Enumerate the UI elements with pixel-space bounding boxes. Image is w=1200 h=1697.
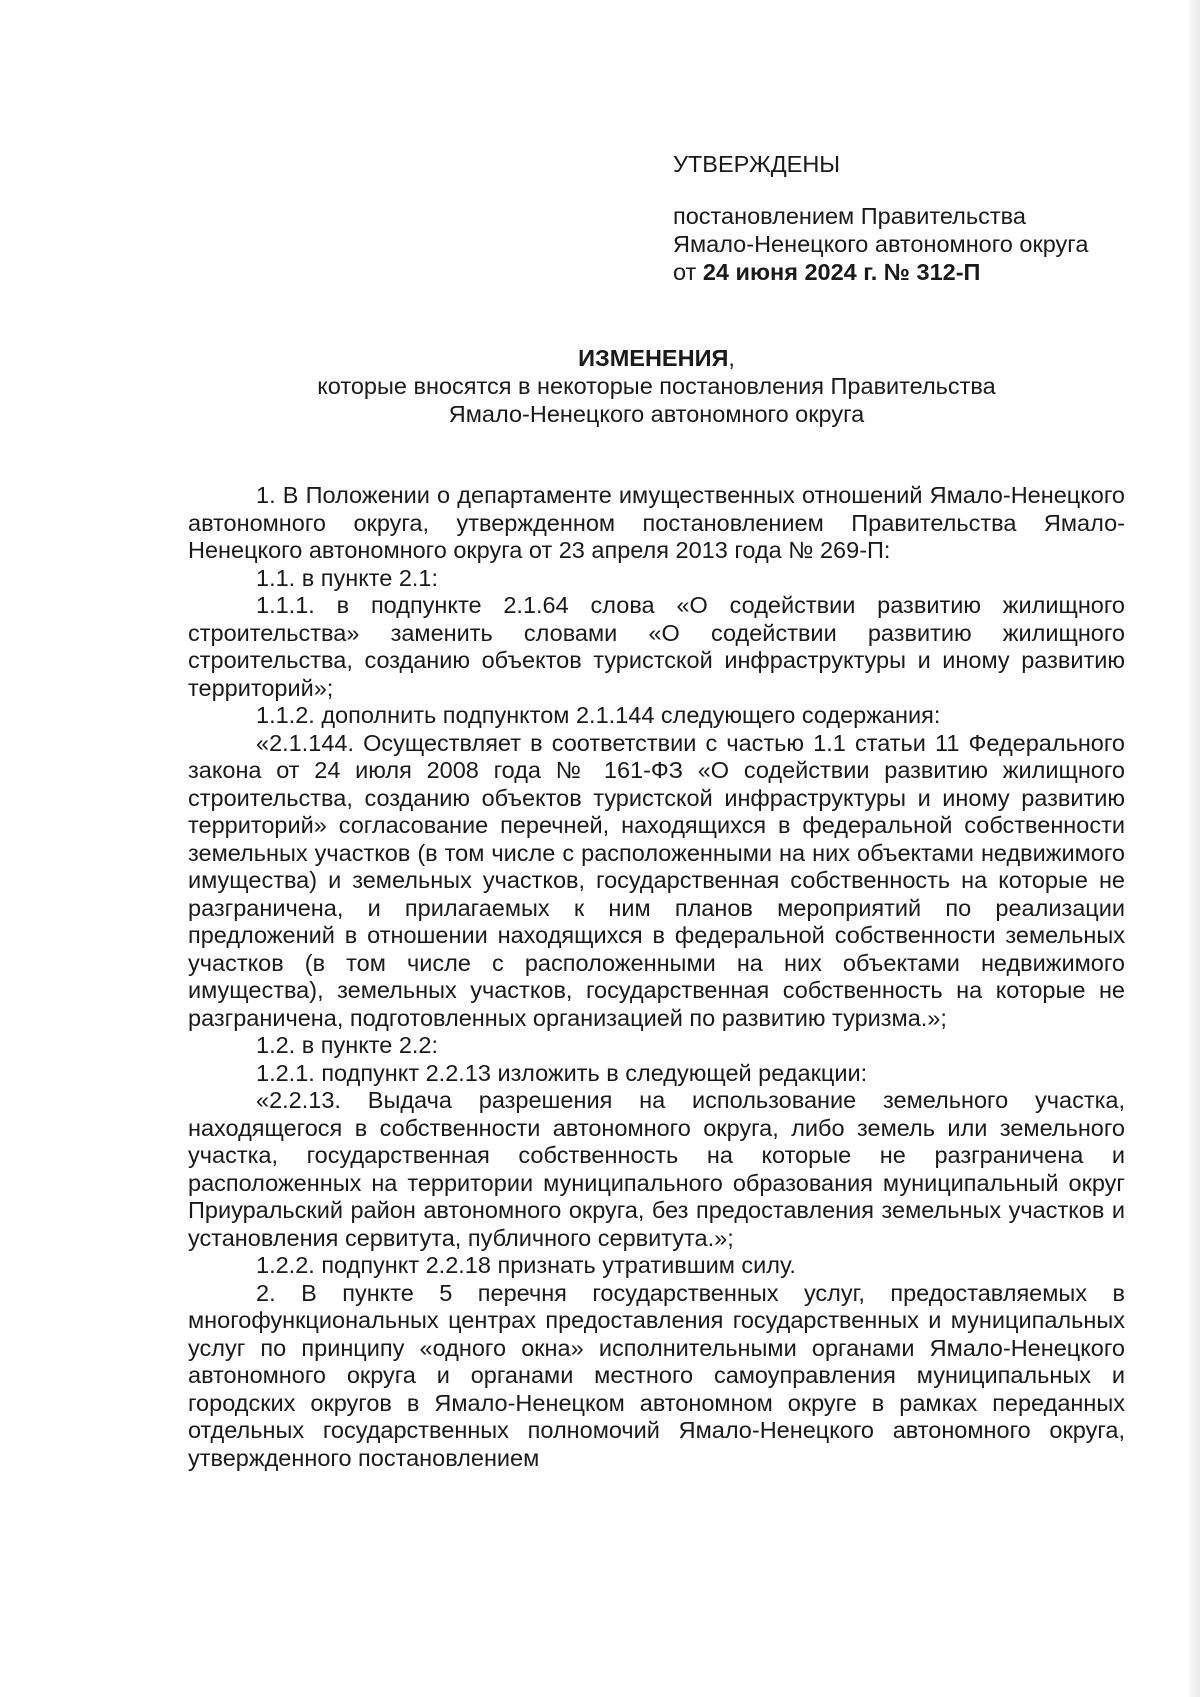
document-title [188, 344, 1125, 372]
approval-block [673, 150, 1113, 286]
document-subtitle-line-2: Ямало-Ненецкого автономного округа [448, 401, 865, 427]
approval-date-number: 24 июня 2024 г. № 312-П [702, 259, 981, 285]
approval-line-3 [673, 258, 1113, 286]
document-body [188, 482, 1125, 1472]
document-title-comma: , [728, 345, 735, 371]
page-edge-shadow [1186, 0, 1200, 1697]
document-title-block [188, 344, 1125, 428]
paragraph: 1.1.2. дополнить подпунктом 2.1.144 следующего содержания: [256, 702, 941, 728]
approval-line-2: Ямало-Ненецкого автономного округа [673, 231, 1089, 257]
paragraph: 1.1.1. в подпункте 2.1.64 слова «О содействии развитию жилищного строительства» заменить словами «О содействии развитию жилищного строительства, созданию объектов туристской инфраструктуры и иному развитию территорий»; [188, 592, 1125, 701]
document-subtitle-line-1: которые вносятся в некоторые постановления Правительства [317, 373, 996, 399]
paragraph: 1.2.2. подпункт 2.2.18 признать утратившим силу. [256, 1252, 796, 1278]
document-title-text: ИЗМЕНЕНИЯ [578, 345, 729, 371]
paragraph: 1. В Положении о департаменте имущественных отношений Ямало-Ненецкого автономного округа, утвержденном постановлением Правительства Ямало-Ненецкого автономного округа от 23 апреля 2013 года № 269-П: [188, 482, 1125, 563]
approval-date-prefix: от [673, 259, 703, 285]
paragraph: 1.1. в пункте 2.1: [256, 564, 439, 591]
paragraph: «2.2.13. Выдача разрешения на использование земельного участка, находящегося в собственности автономного округа, либо земель или земельного участка, государственная собственность на которые не разграничена и расположенных на территории муниципального образования муниципальный округ Приуральский район автономного округа, без предоставления земельных участков и установления сервитута, публичного сервитута.»; [188, 1087, 1125, 1251]
paragraph: 2. В пункте 5 перечня государственных услуг, предоставляемых в многофункциональных центрах предоставления государственных и муниципальных услуг по принципу «одного окна» исполнительными органами Ямало-Ненецкого автономного округа и органами местного самоуправления муниципальных и городских округов в Ямало-Ненецком автономном округе в рамках переданных отдельных государственных полномочий Ямало-Ненецкого автономного округа, утвержденного постановлением [188, 1279, 1125, 1471]
approval-heading: УТВЕРЖДЕНЫ [673, 151, 841, 177]
paragraph: 1.2.1. подпункт 2.2.13 изложить в следующей редакции: [256, 1059, 868, 1086]
paragraph: «2.1.144. Осуществляет в соответствии с частью 1.1 статьи 11 Федерального закона от 24 июля 2008 года № 161-ФЗ «О содействии развитию жилищного строительства, созданию объектов туристской инфраструктуры и иному развитию территорий» согласование перечней, находящихся в федеральной собственности земельных участков (в том числе с расположенными на них объектами недвижимого имущества) и земельных участков, государственная собственность на которые не разграничена, и прилагаемых к ним планов мероприятий по реализации предложений в отношении находящихся в федеральной собственности земельных участков (в том числе с расположенными на них объектами недвижимого имущества), земельных участков, государственная собственность на которые не разграничена, подготовленных организацией по развитию туризма.»; [188, 729, 1125, 1031]
paragraph: 1.2. в пункте 2.2: [256, 1032, 439, 1058]
approval-line-1: постановлением Правительства [673, 203, 1026, 229]
